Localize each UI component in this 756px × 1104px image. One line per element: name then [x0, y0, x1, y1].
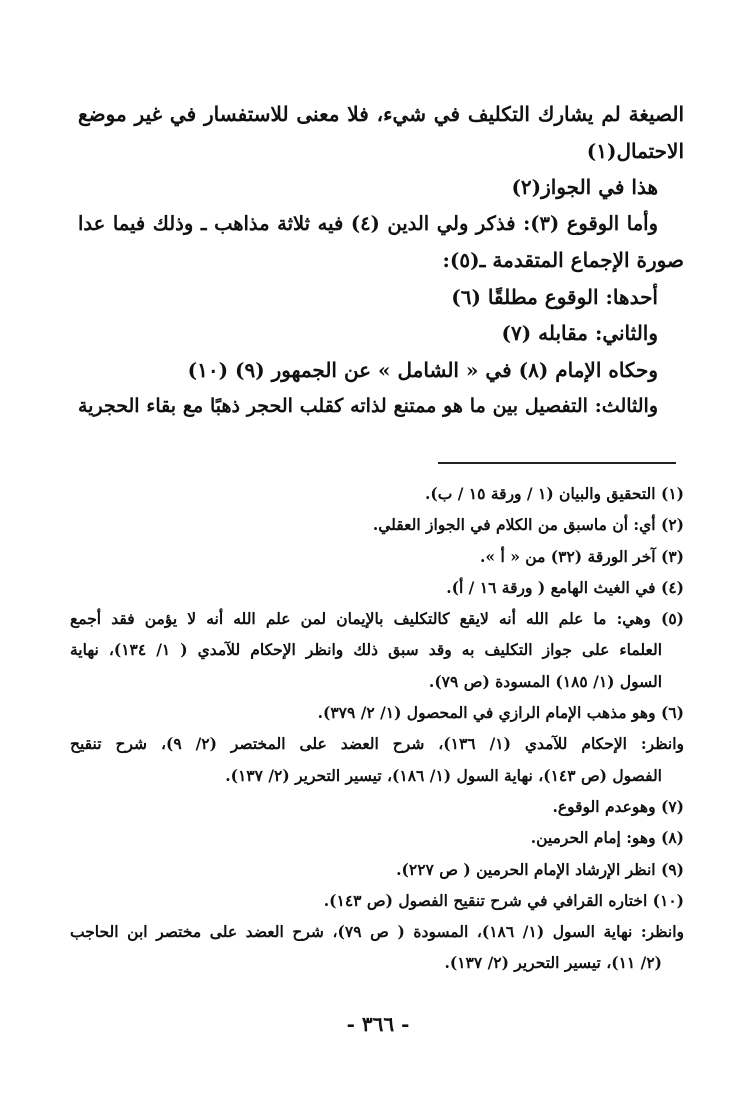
body-line: هذا في الجواز(٢) — [511, 175, 658, 199]
page-number: - ٣٦٦ - — [346, 1012, 410, 1036]
footnote-line: (١٠) اختاره القرافي في شرح تنقيح الفصول (ص ١٤٣). — [323, 890, 684, 910]
body-line: الاحتمال(١) — [586, 138, 684, 163]
footnote-line: وانظر: نهاية السول (١/ ١٨٦)، المسودة ( ص ٧٩)، شرح العضد على مختصر ابن الحاجب — [70, 922, 684, 942]
footnote-line: (٩) انظر الإرشاد الإمام الحرمين ( ص ٢٢٧). — [396, 859, 684, 879]
footnotes — [70, 478, 684, 979]
footnote-line: (٨) وهو: إمام الحرمين. — [530, 828, 684, 848]
footnote-divider — [438, 462, 676, 464]
footnote-line: (٢) أي: أن ماسبق من الكلام في الجواز العقلي. — [372, 515, 684, 535]
main-text — [78, 96, 684, 425]
footnote-line: (٦) وهو مذهب الإمام الرازي في المحصول (١/ ٢/ ٣٧٩). — [317, 703, 684, 723]
body-line: والثاني: مقابله (٧) — [501, 321, 658, 345]
body-line: أحدها: الوقوع مطلقًا (٦) — [451, 284, 658, 309]
footnote-line: (٧) وهوعدم الوقوع. — [552, 796, 684, 816]
footnote-line: (٤) في الغيث الهامع ( ورقة ١٦ / أ). — [446, 577, 684, 597]
footnote-line: العلماء على جواز التكليف به وقد سبق ذلك وانظر الإحكام للآمدي ( ١/ ١٣٤)، نهاية — [70, 640, 663, 660]
footnote-line: (٥) وهي: ما علم الله أنه لايقع كالتكليف بالإيمان لمن علم الله أنه لا يؤمن فقد أجمع — [70, 609, 684, 629]
footnote-line: الفصول (ص ١٤٣)، نهاية السول (١/ ١٨٦)، تيسير التحرير (٢/ ١٣٧). — [225, 765, 662, 785]
body-line: والثالث: التفصيل بين ما هو ممتنع لذاته كقلب الحجر ذهبًا مع بقاء الحجرية — [78, 395, 658, 417]
footnote-line: (٢/ ١١)، تيسير التحرير (٢/ ١٣٧). — [444, 953, 662, 973]
body-line: وحكاه الإمام (٨) في « الشامل » عن الجمهور (٩) (١٠) — [187, 357, 658, 382]
body-line: وأما الوقوع (٣): فذكر ولي الدين (٤) فيه ثلاثة مذاهب ـ وذلك فيما عدا — [78, 211, 658, 235]
footnote-line: (١) التحقيق والبيان (١ / ورقة ١٥ / ب). — [425, 484, 684, 503]
body-line: الصيغة لم يشارك التكليف في شيء، فلا معنى للاستفسار في غير موضع — [78, 102, 684, 126]
footnote-line: السول (١/ ١٨٥) المسودة (ص ٧٩). — [428, 671, 662, 691]
body-line: صورة الإجماع المتقدمة ـ(٥): — [442, 248, 684, 272]
footnote-line: (٣) آخر الورقة (٣٢) من « أ ». — [480, 546, 684, 566]
footnote-line: وانظر: الإحكام للآمدي (١/ ١٣٦)، شرح العضد على المختصر (٢/ ٩)، شرح تنقيح — [70, 734, 685, 754]
